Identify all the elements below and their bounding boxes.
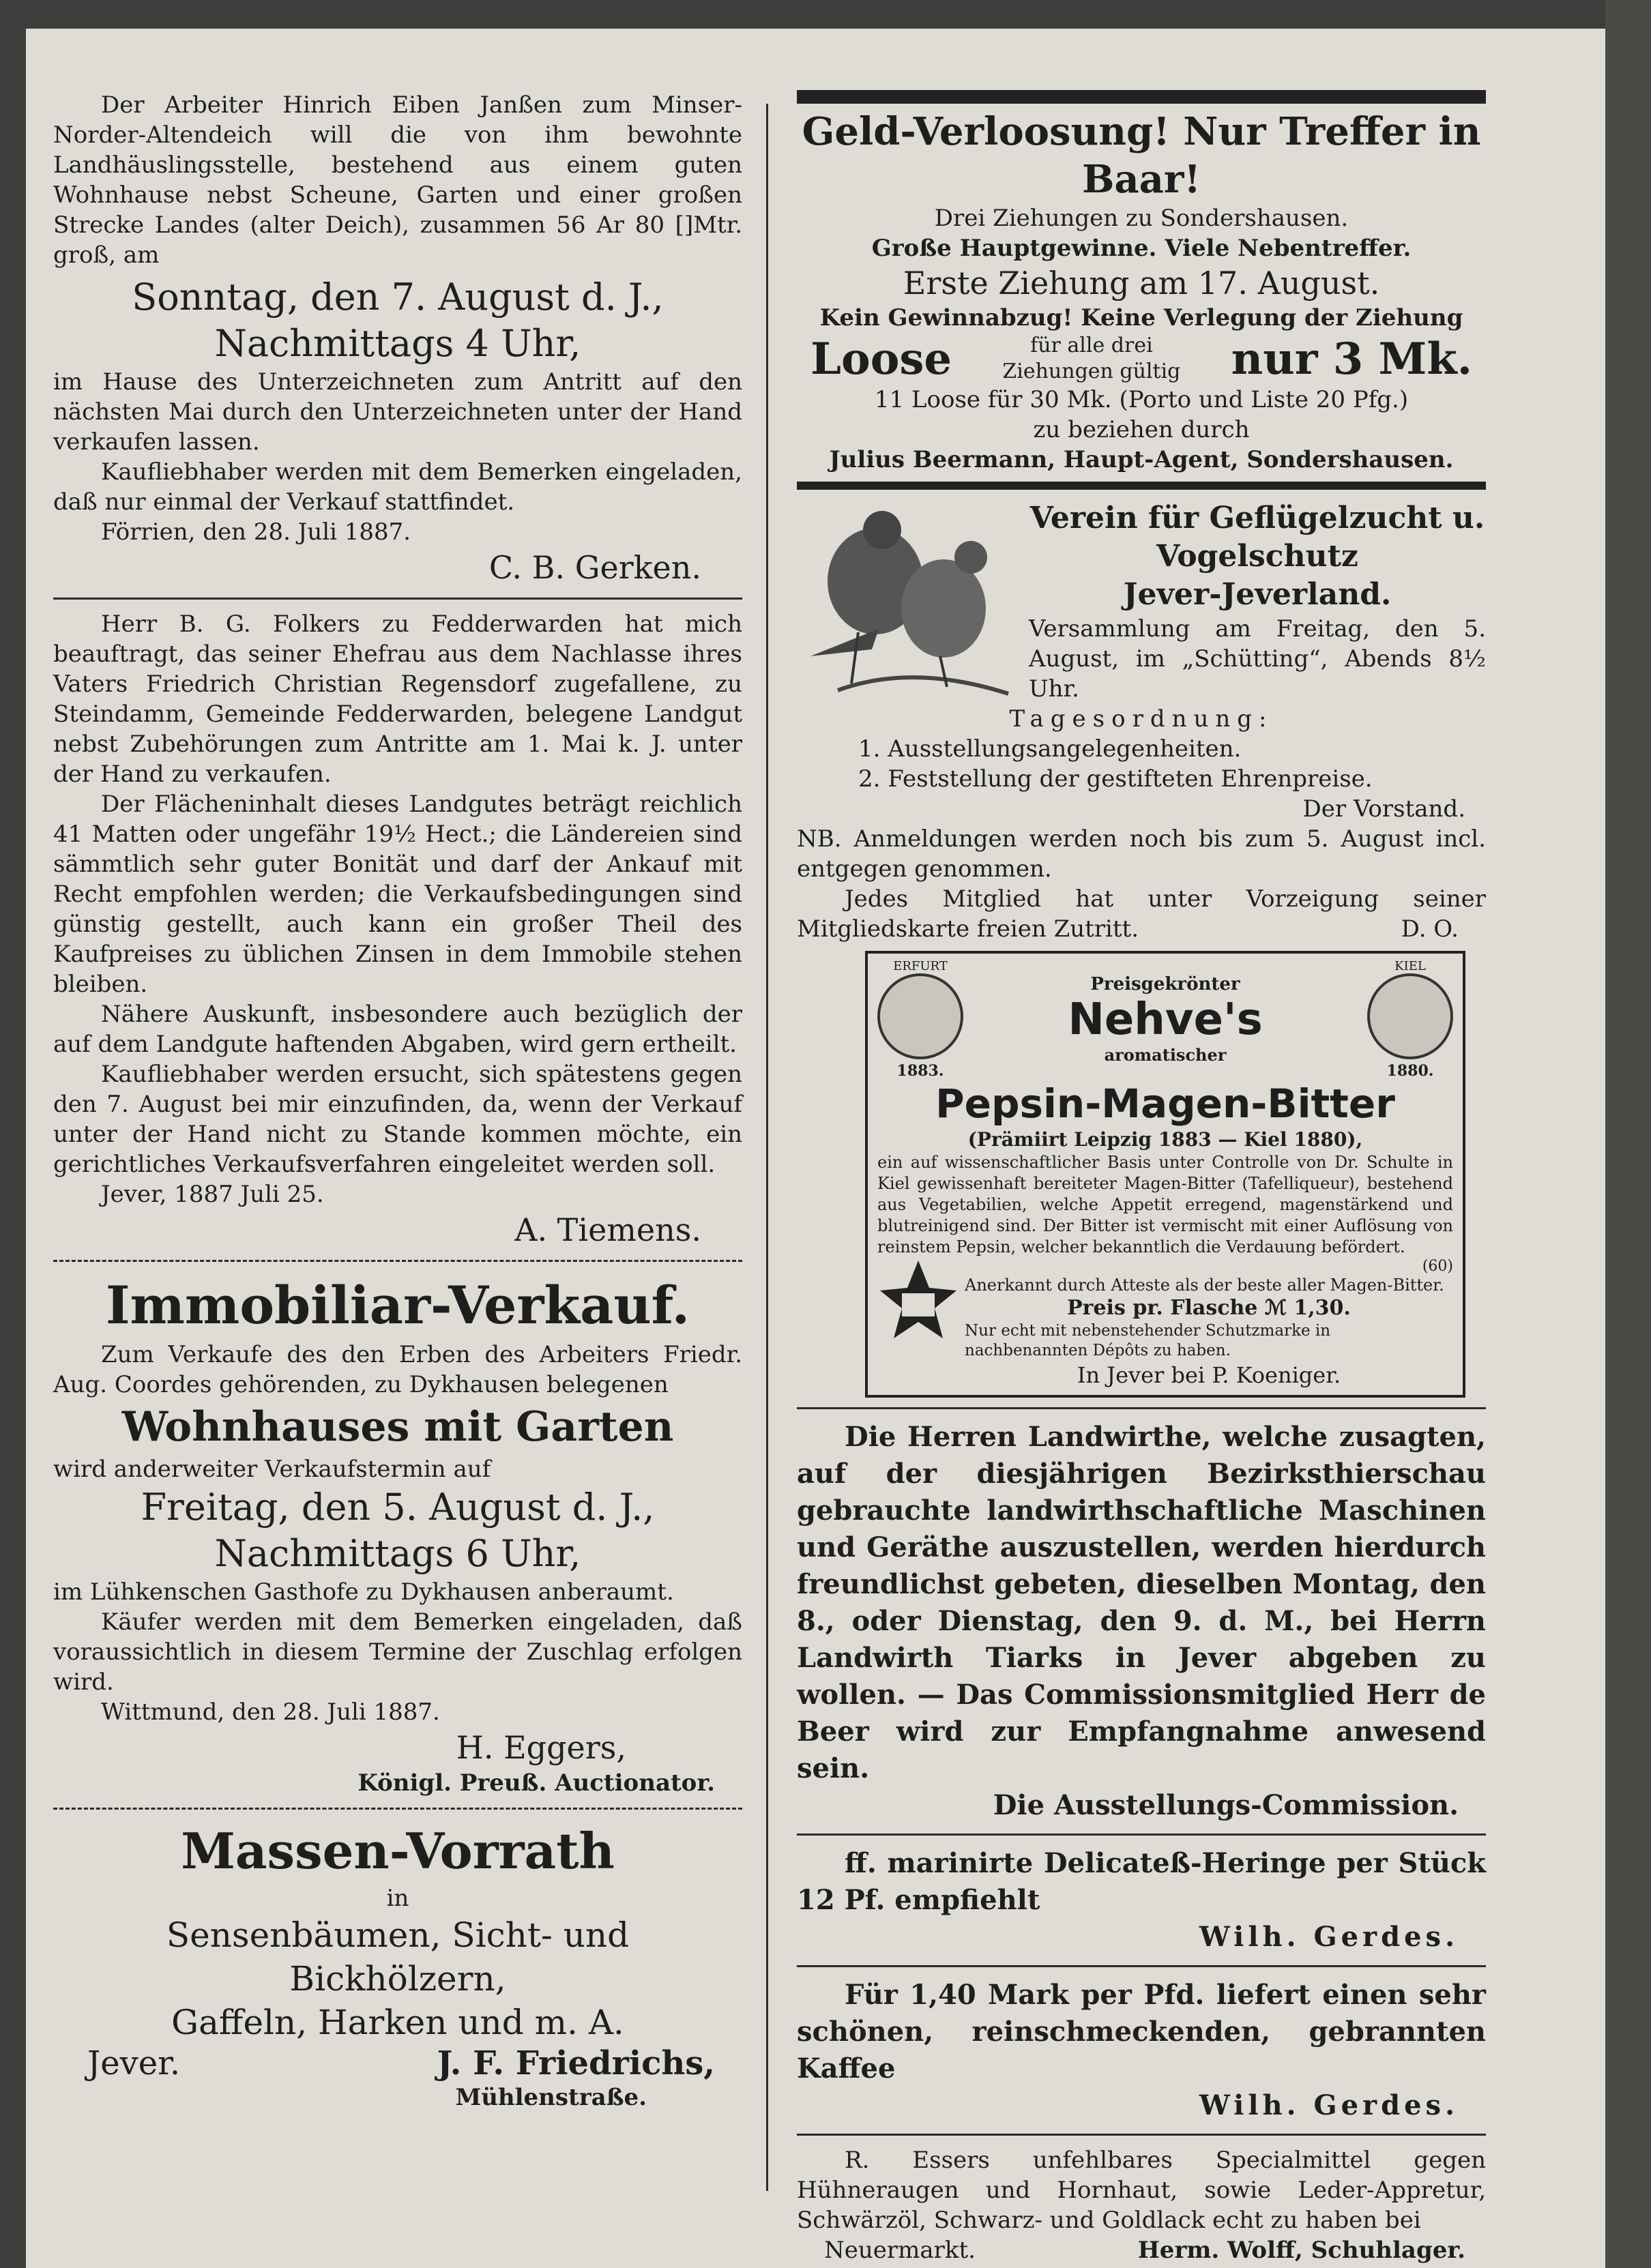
ad-line: Julius Beermann, Haupt-Agent, Sondershausen. (829, 446, 1454, 473)
ad-body3: Nur echt mit nebenstehender Schutzmarke in nachbenannten Dépôts zu haben. (965, 1322, 1331, 1359)
ad-price: Preis pr. Flasche ℳ 1,30. (1067, 1296, 1351, 1320)
ad-separator (797, 1833, 1486, 1836)
ad-signature-title: Königl. Preuß. Auctionator. (357, 1769, 715, 1797)
ad-time: Nachmittags 6 Uhr, (214, 1532, 581, 1575)
ad-signature: H. Eggers, (456, 1729, 626, 1766)
ad-body3: im Lühkenschen Gasthofe zu Dykhausen anberaumt. (53, 1578, 674, 1606)
ad-essers (797, 2145, 1486, 2265)
ad-line: zu beziehen durch (1033, 416, 1250, 443)
ad-date: Sonntag, den 7. August d. J., (132, 276, 664, 319)
ad-landgut-fedderwarden (53, 609, 742, 1250)
ad-signature: Wilh. Gerdes. (1199, 1921, 1459, 1953)
ad-signature: Der Vorstand. (1302, 795, 1465, 823)
ad-dealer: In Jever bei P. Koeniger. (1077, 1362, 1341, 1388)
ad-footer (797, 2235, 1486, 2265)
ad-paragraph: Herr B. G. Folkers zu Fedderwarden hat mich beauftragt, das seiner Ehefrau aus dem Nachlasse ihres Vaters Friedrich Christian Regensdorf zugefallene, zu Steindamm, Gemeinde Fedderwarden, belegene Landgut nebst Zubehörungen zum Antritte am 1. Mai k. J. unter der Hand zu verkaufen. (53, 610, 742, 788)
ad-body4: Käufer werden mit dem Bemerken eingeladen, daß voraussichtlich in diesem Termine der Zuschlag erfolgen wird. (53, 1608, 742, 1696)
ad-paragraph: Kaufliebhaber werden ersucht, sich spätestens gegen den 7. August bei mir einzufinden, da, wenn der Verkauf unter der Hand nicht zu Stande kommen möchte, ein gerichtliches Verkaufsverfahren eingeleitet werden soll. (53, 1061, 742, 1178)
ad-loose-row (797, 333, 1486, 385)
newspaper-page (26, 29, 1605, 2268)
ad-geld-verloosung (797, 90, 1486, 490)
ad-body2: im Hause des Unterzeichneten zum Antritt auf den nächsten Mai durch den Unterzeichneten unter der Hand verkaufen lassen. (53, 368, 742, 456)
ad-place-date: Förrien, den 28. Juli 1887. (101, 518, 411, 546)
ad-signature: Herm. Wolff, Schuhlager. (1137, 2237, 1465, 2264)
ad-heringe (797, 1845, 1486, 1956)
ad-top-row (797, 499, 1486, 704)
ad-bottom-bar (797, 482, 1486, 490)
medal-right-year: 1880. (1386, 1062, 1434, 1080)
ad-aromatic: aromatischer (1104, 1045, 1227, 1065)
page-edge (1605, 0, 1651, 2268)
ad-pepsin-magen-bitter (865, 951, 1465, 1398)
ad-signature: A. Tiemens. (514, 1211, 701, 1248)
pigeons-illustration (797, 499, 1022, 704)
column-divider (766, 104, 768, 2191)
ad-line2: Gaffeln, Harken und m. A. (171, 2003, 624, 2042)
ad-land-sale-minsen (53, 90, 742, 588)
ad-signature: Wilh. Gerdes. (1199, 2089, 1459, 2121)
ad-product: Pepsin-Magen-Bitter (935, 1080, 1395, 1127)
ad-place: Neuermarkt. (824, 2237, 976, 2264)
ad-nb: NB. Anmeldungen werden noch bis zum 5. August incl. entgegen genommen. (797, 825, 1486, 883)
ad-agenda-title: Tagesordnung: (1009, 705, 1274, 733)
ad-bottom (877, 1258, 1453, 1389)
ad-separator (797, 1407, 1486, 1409)
ad-signature: C. B. Gerken. (488, 549, 701, 586)
ad-preis: Preisgekrönter (1090, 974, 1240, 995)
medal-icon (1367, 973, 1453, 1059)
ad-body2: wird anderweiter Verkaufstermin auf (53, 1456, 491, 1483)
ad-line1: Sensenbäumen, Sicht- und Bickhölzern, (166, 1915, 630, 1999)
ad-headline: Immobiliar-Verkauf. (105, 1275, 690, 1336)
ad-footer (53, 2044, 742, 2082)
ad-h1: Verein für Geflügelzucht u. (1029, 501, 1485, 535)
ad-header-text (1022, 499, 1486, 704)
ad-initials: D. O. (1401, 915, 1459, 943)
medal-right-label: KIEL (1394, 959, 1426, 973)
ad-paragraph: Nähere Auskunft, insbesondere auch bezüglich der auf dem Landgute haftenden Abgaben, wird gern ertheilt. (53, 1001, 742, 1058)
ad-kaffee (797, 1977, 1486, 2124)
ad-date: Freitag, den 5. August d. J., (141, 1486, 655, 1529)
ad-signature: Die Ausstellungs-Commission. (993, 1789, 1459, 1821)
ad-line: Drei Ziehungen zu Sondershausen. (934, 205, 1349, 232)
ad-separator (53, 1260, 742, 1262)
ad-street: Mühlenstraße. (455, 2084, 647, 2111)
ad-brand: Nehve's (1068, 995, 1263, 1045)
ad-h3: Jever-Jeverland. (1123, 577, 1392, 612)
ad-body2: Anerkannt durch Atteste als der beste aller Magen-Bitter. (965, 1276, 1444, 1295)
ad-place: Jever. (87, 2044, 181, 2082)
right-column (797, 90, 1486, 2265)
ad-loose-mid: für alle drei Ziehungen gültig (1002, 334, 1181, 383)
medal-right (1367, 959, 1453, 1080)
ad-body: Zum Verkaufe des den Erben des Arbeiters Friedr. Aug. Coordes gehörenden, zu Dykhausen belegenen (53, 1341, 742, 1398)
ad-massen-vorrath (53, 1819, 742, 2112)
ad-body: ff. marinirte Delicateß-Heringe per Stück 12 Pf. empfiehlt (797, 1847, 1486, 1916)
ad-in: in (386, 1885, 409, 1912)
ad-medal-row (877, 959, 1453, 1080)
ad-separator (797, 1965, 1486, 1967)
left-column (53, 90, 742, 2112)
medal-left-label: ERFURT (893, 959, 948, 973)
ad-separator (53, 1808, 742, 1810)
ad-separator (797, 2134, 1486, 2136)
ad-body: Der Arbeiter Hinrich Eiben Janßen zum Minser-Norder-Altendeich will die von ihm bewohnte Landhäuslingsstelle, bestehend aus einem guten Wohnhause nebst Scheune, Garten und einer großen Strecke Landes (alter Deich), zusammen 56 Ar 80 []Mtr. groß, am (53, 91, 742, 269)
ad-line: Erste Ziehung am 17. August. (903, 265, 1380, 301)
ad-body: Für 1,40 Mark per Pfd. liefert einen sehr schönen, reinschmeckenden, gebrannten Kaffee (797, 1979, 1486, 2085)
ad-line: Große Hauptgewinne. Viele Nebentreffer. (871, 235, 1412, 262)
ad-loose: Loose (810, 333, 952, 385)
ad-time: Nachmittags 4 Uhr, (214, 322, 581, 365)
ad-top-bar (797, 90, 1486, 104)
ad-separator (53, 598, 742, 600)
ad-ref: (60) (1422, 1258, 1453, 1275)
ad-price: nur 3 Mk. (1231, 333, 1472, 385)
ad-body: Versammlung am Freitag, den 5. August, im „Schütting“, Abends 8½ Uhr. (1029, 615, 1486, 703)
ad-agenda-item: 1. Ausstellungsangelegenheiten. (858, 735, 1242, 763)
ad-gefluegelzucht (797, 499, 1486, 944)
ad-place-date: Jever, 1887 Juli 25. (101, 1181, 324, 1208)
ad-body3: Kaufliebhaber werden mit dem Bemerken eingeladen, daß nur einmal der Verkauf stattfindet. (53, 458, 742, 516)
ad-paragraph: Der Flächeninhalt dieses Landgutes beträgt reichlich 41 Matten oder ungefähr 19½ Hect.; die Ländereien sind sämmtlich sehr guter Bonität und darf der Ankauf mit Recht empfohlen werden; die Verkaufsbedingungen sind günstig gestellt, auch kann ein großer Theil des Kaufpreises zu üblichen Zinsen in dem Immobile stehen bleiben. (53, 791, 742, 998)
ad-body: Die Herren Landwirthe, welche zusagten, auf der diesjährigen Bezirksthierschau gebrauchte landwirthschaftliche Maschinen und Geräthe auszustellen, werden hierdurch freundlichst gebeten, dieselben Montag, den 8., oder Dienstag, den 9. d. M., bei Herrn Landwirth Tiarks in Jever abgeben zu wollen. — Das Commissionsmitglied Herr de Beer wird zur Empfangnahme anwesend sein. (797, 1421, 1486, 1784)
ad-immobiliar-verkauf (53, 1271, 742, 1798)
ad-line: 11 Loose für 30 Mk. (Porto und Liste 20 Pfg.) (874, 386, 1409, 413)
ad-line: Kein Gewinnabzug! Keine Verlegung der Ziehung (819, 304, 1463, 332)
ad-h2: Vogelschutz (1156, 539, 1358, 574)
trademark-star-icon (877, 1258, 959, 1346)
medal-left-year: 1883. (896, 1062, 944, 1080)
ad-body: R. Essers unfehlbares Specialmittel gegen Hühneraugen und Hornhaut, sowie Leder-Appretur, Schwärzöl, Schwarz- und Goldlack echt zu haben bei (797, 2147, 1486, 2234)
ad-body: ein auf wissenschaftlicher Basis unter Controlle von Dr. Schulte in Kiel gewissenhaft bereiteter Magen-Bitter (Tafelliqueur), bestehend aus Vegetabilien, welche Appetit erregend, magenstärkend und blutreinigend sind. Der Bitter ist vermischt mit einer Auflösung von reinstem Pepsin, welcher bekanntlich die Verdauung befördert. (877, 1153, 1453, 1256)
ad-headline: Massen-Vorrath (181, 1822, 615, 1880)
ad-signature: J. F. Friedrichs, (437, 2044, 715, 2082)
ad-place-date: Wittmund, den 28. Juli 1887. (101, 1698, 440, 1726)
ad-brand-block (1068, 974, 1262, 1065)
medal-icon (877, 973, 963, 1059)
ad-agenda-item: 2. Feststellung der gestifteten Ehrenpreise. (858, 765, 1373, 793)
ad-nb2: Jedes Mitglied hat unter Vorzeigung seiner Mitgliedskarte freien Zutritt. (797, 885, 1486, 943)
ad-awards: (Prämiirt Leipzig 1883 — Kiel 1880), (967, 1128, 1363, 1151)
ad-headline: Geld-Verloosung! Nur Treffer in Baar! (802, 109, 1481, 202)
medal-left (877, 959, 963, 1080)
ad-landwirthe (797, 1419, 1486, 1824)
ad-object: Wohnhauses mit Garten (121, 1403, 674, 1451)
ad-bottom-text (959, 1258, 1453, 1389)
